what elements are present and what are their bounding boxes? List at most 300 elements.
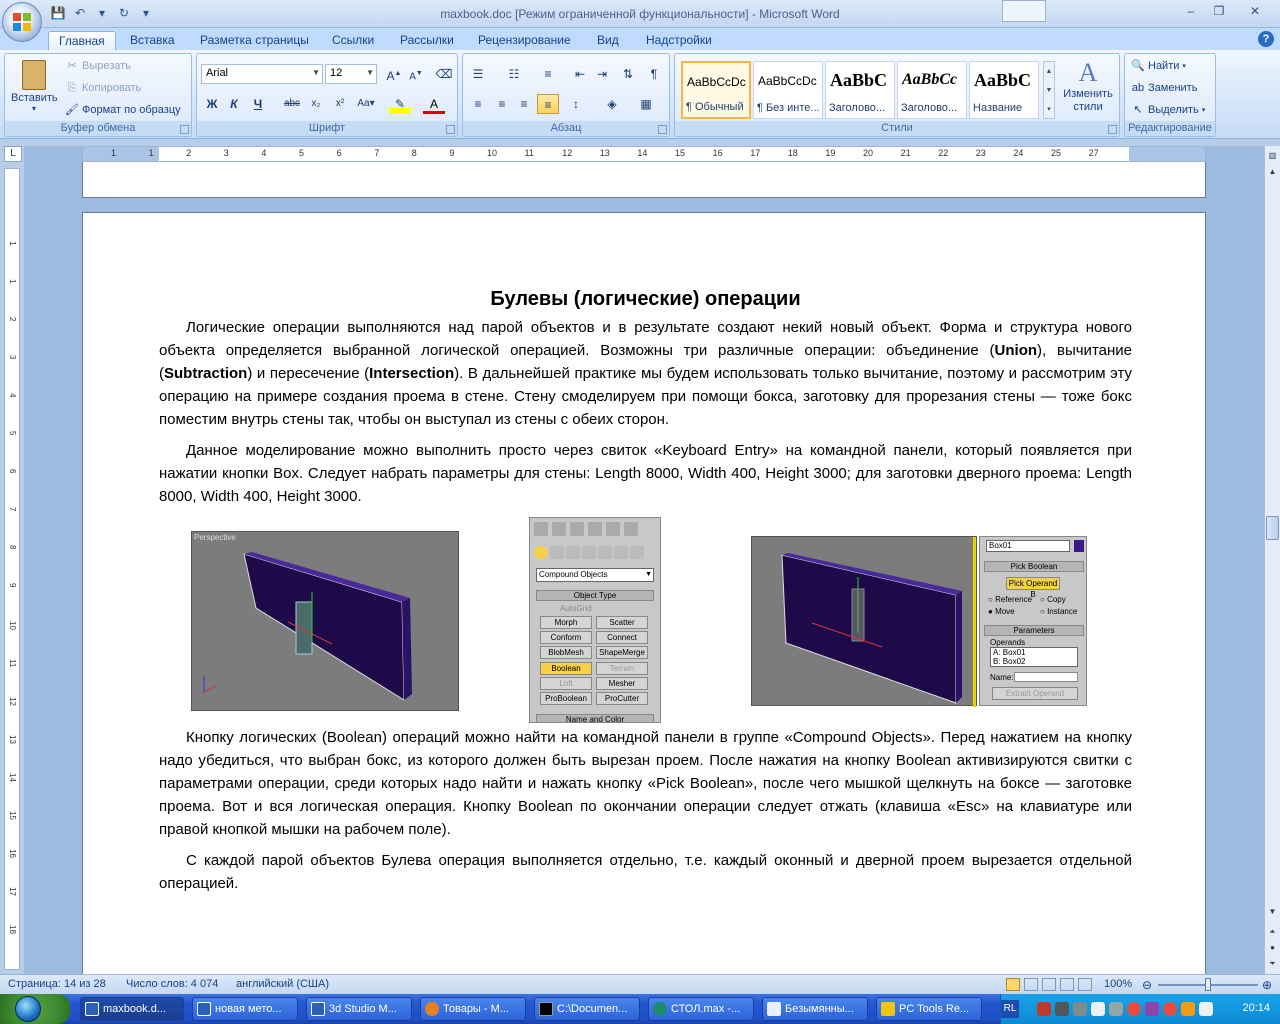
text-run: Логические операции выполняются над парой объектов и в результате создают некий новый объект. Форма и структура нового объекта определяется выбранной логической операцией. Возможны три различные операции: объединение ( [159, 319, 1132, 359]
term-intersection: Intersection [369, 365, 455, 382]
ruler-number: 16 [8, 849, 17, 858]
font-family-select[interactable] [201, 64, 323, 84]
tray-icon[interactable] [1181, 1002, 1195, 1016]
selection-border [973, 537, 976, 707]
find-button[interactable] [1131, 59, 1186, 73]
geometry-icon [534, 546, 548, 559]
ruler-number: 17 [750, 148, 761, 158]
paragraph [159, 316, 1132, 431]
ruler-number: 27 [1088, 148, 1099, 158]
ruler-number: 8 [411, 148, 417, 158]
chevron-down-icon: ▼ [645, 571, 652, 578]
create-tabs [534, 546, 658, 560]
font-color-icon[interactable]: A [423, 94, 445, 114]
ruler-number: 9 [8, 583, 17, 588]
brush-icon: 🖌 [65, 104, 79, 116]
ruler-number: 22 [938, 148, 949, 158]
display-icon [606, 522, 620, 536]
language-indicator[interactable]: английский (США) [236, 978, 330, 990]
clipboard-icon [22, 60, 46, 90]
volume-icon[interactable] [1199, 1002, 1213, 1016]
style-sample: AaBbC [830, 70, 888, 90]
scroll-thumb[interactable] [1266, 516, 1279, 540]
paragraph-group-label: Абзац [463, 121, 669, 136]
font-group [196, 53, 458, 137]
cursor-icon [534, 522, 548, 536]
ruler-number: 17 [8, 887, 17, 896]
task-label: PC Tools Re... [899, 1003, 970, 1015]
next-page-icon[interactable]: ⏷ [1269, 959, 1276, 968]
undo-icon[interactable]: ↶ [74, 6, 86, 20]
cursor-icon: ↖ [1133, 104, 1143, 116]
category-value: Compound Objects [539, 570, 608, 579]
conform-button[interactable]: Conform [540, 631, 592, 644]
tab-review[interactable]: Рецензирование [478, 33, 571, 47]
ruler-number: 5 [299, 148, 305, 158]
pctools-icon [881, 1002, 895, 1016]
systems-icon [630, 546, 644, 559]
move-label: Move [995, 607, 1015, 616]
shapemerge-button[interactable]: ShapeMerge [596, 646, 648, 659]
chevron-down-icon: ▾ [31, 104, 36, 113]
rollout-header[interactable]: Name and Color [536, 714, 654, 723]
style-sample: AaBbCcDc [687, 75, 746, 89]
chevron-down-icon: ▾ [1201, 107, 1206, 114]
tray-icon[interactable] [1073, 1002, 1087, 1016]
motion-icon [588, 522, 602, 536]
task-button[interactable] [80, 997, 184, 1021]
task-label: СТОЛ.max -... [671, 1003, 741, 1015]
rollout-header[interactable]: Parameters [984, 625, 1084, 636]
copy-label: Copy [1047, 595, 1066, 604]
ruler-number: 19 [825, 148, 836, 158]
boolean-button[interactable]: Boolean [540, 662, 592, 675]
increase-indent-icon[interactable]: ⇥ [596, 67, 608, 81]
select-button[interactable] [1131, 103, 1205, 117]
ruler-number: 14 [637, 148, 648, 158]
ruler-number: 21 [900, 148, 911, 158]
shading-icon[interactable]: ◈ [607, 97, 617, 111]
maximize-button[interactable]: ❐ [1213, 4, 1225, 18]
font-group-label: Шрифт [197, 121, 457, 136]
tab-addins[interactable]: Надстройки [646, 33, 712, 47]
ruler-number: 23 [975, 148, 986, 158]
paragraph: Данное моделирование можно выполнить просто через свиток «Keyboard Entry» на командной панели, который появляется при нажатии кнопки Box. Следует набрать параметры для стены: Length 8000, Width 400, Height 3000; для заготовки дверного проема: Length 8000, Width 400, Height 3000. [159, 442, 1132, 505]
term-subtraction: Subtraction [164, 365, 248, 382]
office-logo-icon [13, 13, 32, 32]
view-buttons [1006, 978, 1092, 991]
styles-icon: A [1078, 58, 1098, 87]
ruler-number: 5 [8, 431, 17, 436]
clock[interactable]: 20:14 [1242, 1002, 1270, 1014]
window-controls [1178, 2, 1276, 20]
name-field[interactable] [1014, 672, 1078, 682]
paint-icon [767, 1002, 781, 1016]
align-center-icon[interactable]: ≡ [498, 97, 506, 111]
panel-tabs [534, 522, 658, 538]
term-union: Union [994, 342, 1038, 359]
scissors-icon: ✂ [67, 60, 77, 72]
styles-group [674, 53, 1120, 137]
word-count[interactable]: Число слов: 4 074 [126, 978, 219, 990]
system-tray [1000, 994, 1280, 1024]
ruler-number: 12 [8, 697, 17, 706]
vertical-ruler[interactable] [4, 168, 20, 970]
tray-icon[interactable] [1145, 1002, 1159, 1016]
modify-icon [552, 522, 566, 536]
dialog-launcher-icon[interactable] [180, 125, 189, 134]
full-screen-reading-icon[interactable] [1024, 978, 1038, 991]
taskbar [0, 994, 1280, 1024]
ruler-number: 13 [599, 148, 610, 158]
task-label: Товары - M... [443, 1003, 509, 1015]
operands-list[interactable] [990, 647, 1078, 667]
firefox-icon [425, 1002, 439, 1016]
ruler-number: 15 [8, 811, 17, 820]
task-button[interactable] [534, 997, 640, 1021]
loft-button[interactable]: Loft [540, 677, 592, 690]
text-run: ) и пересечение ( [247, 365, 370, 382]
shapes-icon [550, 546, 564, 559]
tray-icon[interactable] [1127, 1002, 1141, 1016]
tab-page-layout[interactable]: Разметка страницы [200, 33, 309, 47]
operands-label: Operands [990, 638, 1026, 647]
reference-label: Reference [995, 595, 1032, 604]
paragraph-group [462, 53, 670, 137]
numbering-icon[interactable]: ☷ [508, 67, 520, 81]
chevron-down-icon: ▾ [1182, 63, 1186, 70]
task-button[interactable] [762, 997, 868, 1021]
grow-font-button[interactable]: A▲ [386, 69, 402, 83]
ruler-number: 6 [336, 148, 342, 158]
ruler-toggle-icon[interactable]: ▥ [1268, 151, 1277, 160]
decrease-indent-icon[interactable]: ⇤ [574, 67, 586, 81]
horizontal-ruler[interactable] [82, 146, 1206, 162]
title-bar [0, 0, 1280, 28]
align-left-icon[interactable]: ≡ [474, 97, 482, 111]
operand-item[interactable]: A: Box01 [993, 648, 1026, 657]
save-icon[interactable]: 💾 [50, 6, 66, 20]
scroll-up-icon[interactable]: ▲ [1268, 167, 1277, 176]
zoom-in-icon[interactable]: ⊕ [1262, 978, 1273, 992]
status-bar [0, 974, 1280, 994]
style-name: ¶ Обычный [686, 101, 744, 113]
styles-scroll[interactable]: ▲ ▼ ▾ [1043, 61, 1055, 119]
pilcrow-icon[interactable]: ¶ [650, 67, 658, 81]
ruler-number: 12 [562, 148, 573, 158]
task-label: Безымянны... [785, 1003, 854, 1015]
console-icon [539, 1002, 553, 1016]
tab-view[interactable]: Вид [597, 33, 619, 47]
customize-qat-icon[interactable]: ▾ [142, 6, 150, 20]
ruler-number: 15 [675, 148, 686, 158]
document-area [24, 146, 1264, 974]
word-icon [85, 1002, 99, 1016]
office-button[interactable] [2, 2, 42, 42]
align-right-icon[interactable]: ≡ [520, 97, 528, 111]
reference-radio[interactable]: ○ Reference [988, 595, 1032, 604]
prev-page-icon[interactable]: ⏶ [1269, 927, 1276, 936]
style-normal[interactable] [681, 61, 751, 119]
scatter-button[interactable]: Scatter [596, 616, 648, 629]
tray-icon[interactable] [1055, 1002, 1069, 1016]
tray-icon[interactable] [1037, 1002, 1051, 1016]
language-bar[interactable]: RL [1001, 1000, 1019, 1018]
sort-icon[interactable]: ⇅ [622, 67, 634, 81]
ruler-number: 2 [8, 317, 17, 322]
tab-home[interactable]: Главная [48, 31, 116, 50]
redo-icon[interactable]: ↻ [118, 6, 130, 20]
tab-references[interactable]: Ссылки [332, 33, 375, 47]
object-name-field[interactable]: Box01 [986, 540, 1070, 552]
ruler-number: 13 [8, 735, 17, 744]
task-button[interactable] [876, 997, 982, 1021]
ruler-number: 20 [863, 148, 874, 158]
dialog-launcher-icon[interactable] [658, 125, 667, 134]
text-run: ). В дальнейшей практике мы будем использовать только вычитание, поэтому и рассмотрим эту операцию на примере создания проема в стене. Стену смоделируем при помощи бокса, заготовку для прорезания стены — тоже бокс поместим внутрь стены так, чтобы он выступал из стены с обеих сторон. [159, 365, 1132, 428]
task-button[interactable] [648, 997, 754, 1021]
rollout-header[interactable]: Pick Boolean [984, 561, 1084, 572]
highlight-icon[interactable]: ✎ [389, 94, 411, 114]
task-label: C:\Documen... [557, 1003, 628, 1015]
page [82, 212, 1206, 974]
replace-label: Заменить [1148, 82, 1198, 94]
ruler-number: 10 [487, 148, 498, 158]
style-name: Заголово... [901, 102, 958, 114]
ruler-number: 18 [787, 148, 798, 158]
cameras-icon [582, 546, 596, 559]
font-size-select[interactable] [325, 64, 377, 84]
scroll-down-icon[interactable]: ▼ [1268, 907, 1277, 916]
bold-button[interactable]: Ж [206, 97, 218, 111]
ruler-number: 6 [8, 469, 17, 474]
tray-icon[interactable] [1109, 1002, 1123, 1016]
color-swatch[interactable] [1074, 540, 1084, 552]
page-count[interactable]: Страница: 14 из 28 [8, 978, 106, 990]
extract-operand-button[interactable]: Extract Operand [992, 687, 1078, 700]
style-sample: AaBbCc [902, 71, 958, 88]
ruler-number: 7 [8, 507, 17, 512]
paste-button[interactable] [11, 58, 57, 118]
italic-button[interactable]: К [230, 97, 238, 111]
ruler-number: 1 [8, 241, 17, 246]
3dsmax-icon [653, 1002, 667, 1016]
task-button[interactable] [420, 997, 526, 1021]
shrink-font-button[interactable]: A▼ [409, 70, 423, 83]
paragraph: Кнопку логических (Boolean) операций можно найти на командной панели в группе «Compound Objects». Перед нажатием на кнопку надо убедиться, что выбран бокс, из которого должен быть вырезан проем. После нажатия на кнопку Boolean активизируются свитки с параметрами операции, среди которых надо найти и нажать кнопку «Pick Boolean», после чего мышкой щелкнуть на боксе — заготовке проема. Вот и вся логическая операция. Кнопку Boolean по окончании операции следует отжать (клавиша «Esc» на клавиатуре или правой кнопкой мышки на рабочем поле). [159, 729, 1132, 838]
line-spacing-icon[interactable]: ↕ [573, 97, 579, 111]
copy-radio[interactable]: ○ Copy [1040, 595, 1066, 604]
tray-icon[interactable] [1091, 1002, 1105, 1016]
ruler-number: 4 [261, 148, 267, 158]
perspective-viewport-image [191, 531, 459, 711]
multilevel-list-icon[interactable]: ≡ [544, 67, 552, 81]
rollout-header[interactable]: Object Type [536, 590, 654, 601]
superscript-button[interactable]: x² [335, 98, 345, 109]
ruler-number: 9 [449, 148, 455, 158]
minimize-button[interactable]: – [1187, 4, 1195, 18]
ruler-number: 3 [8, 355, 17, 360]
boolean-parameters-image [979, 536, 1087, 706]
viewport-label: Perspective [194, 533, 236, 542]
tab-insert[interactable]: Вставка [130, 33, 175, 47]
change-case-button[interactable]: Aa▾ [357, 98, 375, 109]
name-label: Name: [990, 673, 1014, 682]
tab-selector[interactable]: L [4, 146, 22, 162]
zoom-out-icon[interactable]: ⊖ [1142, 978, 1153, 992]
zoom-level[interactable]: 100% [1104, 978, 1133, 990]
heading: Булевы (логические) операции [490, 288, 801, 310]
binoculars-icon: 🔍 [1131, 60, 1145, 72]
zoom-slider-knob[interactable] [1205, 978, 1211, 991]
select-label: Выделить [1148, 104, 1199, 116]
window-title: maxbook.doc [Режим ограниченной функциональности] - Microsoft Word [440, 7, 840, 21]
ruler-number: 2 [186, 148, 192, 158]
replace-button[interactable] [1131, 81, 1197, 95]
terrain-button[interactable]: Terrain [596, 662, 648, 675]
style-sample: AaBbC [974, 70, 1032, 90]
clipboard-group-label: Буфер обмена [5, 121, 191, 136]
spacewarps-icon [614, 546, 628, 559]
replace-icon: ab [1131, 82, 1145, 94]
ruler-number: 3 [223, 148, 229, 158]
ruler-number: 1 [111, 148, 117, 158]
ruler-number: 25 [1051, 148, 1062, 158]
connect-button[interactable]: Connect [596, 631, 648, 644]
clear-format-icon[interactable]: ⌫ [435, 67, 453, 81]
select-browse-object-icon[interactable]: ● [1270, 943, 1275, 952]
tray-icon[interactable] [1163, 1002, 1177, 1016]
pick-operand-button[interactable]: Pick Operand B [1006, 577, 1060, 590]
right-margin-area [1129, 147, 1205, 161]
vertical-scrollbar[interactable] [1264, 146, 1280, 974]
operand-item[interactable]: B: Box02 [993, 657, 1026, 666]
chevron-down-icon: ▼ [366, 68, 374, 77]
subscript-button[interactable]: x₂ [311, 98, 321, 109]
copy-label: Копировать [82, 82, 142, 94]
style-no-spacing[interactable] [753, 61, 823, 119]
helpers-icon [598, 546, 612, 559]
borders-icon[interactable]: ▦ [640, 97, 652, 111]
style-sample: AaBbCcDc [758, 74, 817, 88]
paste-label: Вставить [11, 92, 58, 104]
styles-group-label: Стили [675, 121, 1119, 136]
dialog-launcher-icon[interactable] [446, 125, 455, 134]
tab-mailings[interactable]: Рассылки [400, 33, 454, 47]
boolean-result-viewport-image [751, 536, 977, 706]
task-label: maxbook.d... [103, 1003, 166, 1015]
style-name: Заголово... [829, 102, 886, 114]
chevron-down-icon: ▼ [312, 68, 320, 77]
category-dropdown[interactable] [536, 568, 654, 582]
blobmesh-button[interactable]: BlobMesh [540, 646, 592, 659]
ruler-number: 1 [8, 279, 17, 284]
floating-toolbar[interactable] [1002, 0, 1046, 22]
task-label: новая мето... [215, 1003, 282, 1015]
find-label: Найти [1148, 60, 1180, 72]
dialog-launcher-icon[interactable] [1108, 125, 1117, 134]
dropdown-icon[interactable]: ▾ [98, 6, 106, 20]
command-panel-image [529, 517, 661, 723]
instance-label: Instance [1047, 607, 1078, 616]
change-styles-label: Изменить стили [1063, 88, 1113, 113]
paragraph: С каждой парой объектов Булева операция выполняется отдельно, т.е. каждый оконный и дверной проем вырезается отдельной операцией. [159, 852, 1132, 892]
procutter-button[interactable]: ProCutter [596, 692, 648, 705]
bullets-icon[interactable]: ☰ [472, 67, 484, 81]
help-icon[interactable]: ? [1258, 31, 1274, 47]
font-family-value: Arial [206, 67, 229, 79]
style-heading-2[interactable] [897, 61, 967, 119]
style-heading-1[interactable] [825, 61, 895, 119]
move-radio[interactable]: ● Move [988, 607, 1015, 616]
font-size-value: 12 [330, 67, 343, 79]
change-styles-button[interactable] [1059, 58, 1117, 118]
autogrid-checkbox[interactable]: AutoGrid [560, 604, 592, 613]
editing-group [1124, 53, 1216, 137]
ruler-number: 24 [1013, 148, 1024, 158]
format-painter-label: Формат по образцу [82, 104, 181, 116]
hierarchy-icon [570, 522, 584, 536]
ruler-number: 10 [8, 621, 17, 630]
ruler-number: 1 [148, 148, 154, 158]
ruler-number: 8 [8, 545, 17, 550]
wall-render-icon [752, 537, 978, 707]
editing-group-label: Редактирование [1125, 121, 1215, 136]
style-title[interactable] [969, 61, 1039, 119]
word-icon [197, 1002, 211, 1016]
ruler-number: 4 [8, 393, 17, 398]
utilities-icon [624, 522, 638, 536]
text-run: ), вычитание ( [159, 342, 1132, 382]
justify-icon[interactable]: ≡ [537, 94, 559, 114]
ruler-number: 16 [712, 148, 723, 158]
left-margin-area [83, 147, 159, 161]
mesher-button[interactable]: Mesher [596, 677, 648, 690]
outline-icon[interactable] [1060, 978, 1074, 991]
word-icon [311, 1002, 325, 1016]
start-button[interactable] [0, 994, 70, 1024]
cut-button[interactable] [65, 59, 131, 73]
proboolean-button[interactable]: ProBoolean [540, 692, 592, 705]
task-button[interactable] [306, 997, 412, 1021]
draft-icon[interactable] [1078, 978, 1092, 991]
copy-icon: ⎘ [67, 82, 77, 94]
instance-radio[interactable]: ○ Instance [1040, 607, 1078, 616]
ruler-number: 11 [8, 659, 17, 668]
ribbon [0, 50, 1280, 139]
style-name: ¶ Без инте... [757, 102, 820, 114]
windows-logo-icon [15, 996, 41, 1022]
morph-button[interactable]: Morph [540, 616, 592, 629]
clipboard-group [4, 53, 192, 137]
close-button[interactable]: ✕ [1249, 4, 1261, 18]
task-label: 3d Studio M... [329, 1003, 397, 1015]
web-layout-icon[interactable] [1042, 978, 1056, 991]
ruler-number: 11 [524, 148, 534, 158]
format-painter-button[interactable] [65, 103, 181, 117]
cut-label: Вырезать [82, 60, 131, 72]
wall-render-icon [192, 532, 460, 712]
print-layout-icon[interactable] [1006, 978, 1020, 991]
task-button[interactable] [192, 997, 298, 1021]
ribbon-tabs [0, 28, 1280, 50]
lights-icon [566, 546, 580, 559]
underline-button[interactable]: Ч [253, 97, 263, 111]
style-name: Название [973, 102, 1023, 114]
strikethrough-button[interactable]: abc [283, 98, 301, 109]
copy-button[interactable] [65, 81, 141, 95]
ruler-number: 14 [8, 773, 17, 782]
